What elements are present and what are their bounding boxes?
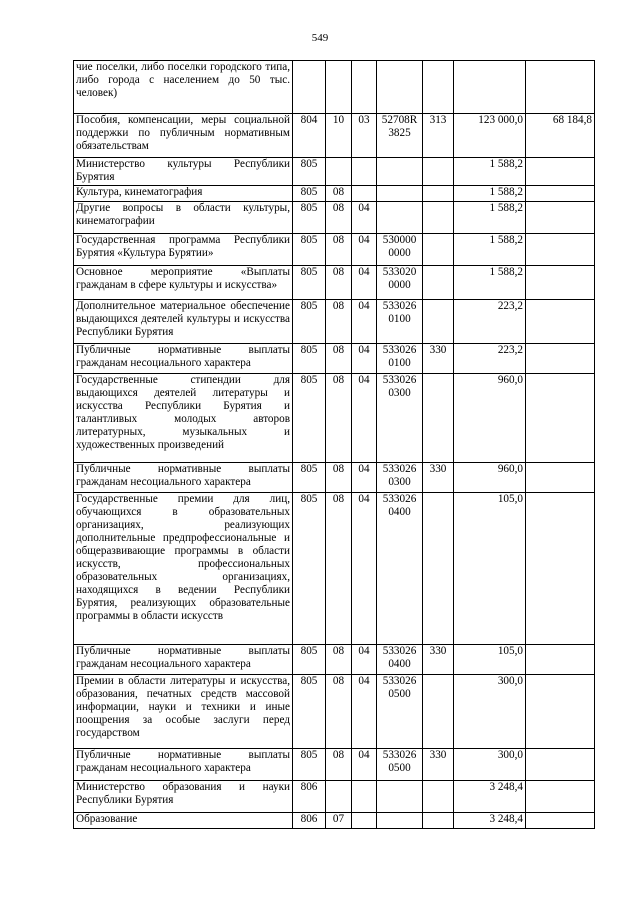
cell-ministry-code: 806 bbox=[293, 813, 326, 829]
cell-ministry-code: 805 bbox=[293, 300, 326, 344]
cell-subsection-code: 04 bbox=[352, 300, 377, 344]
cell-name: Государственная программа Республики Бурятия «Культура Бурятии» bbox=[74, 234, 293, 266]
cell-sum-1: 1 588,2 bbox=[454, 234, 526, 266]
cell-target-article: 52708R 3825 bbox=[377, 114, 423, 158]
cell-expense-type bbox=[423, 186, 454, 202]
cell-sum-1: 123 000,0 bbox=[454, 114, 526, 158]
cell-expense-type: 313 bbox=[423, 114, 454, 158]
cell-sum-2 bbox=[526, 675, 595, 749]
cell-expense-type bbox=[423, 813, 454, 829]
cell-name: Премии в области литературы и искусства, образования, печатных средств массовой информации, науки и техники и иные поощрения за особые заслуги перед государством bbox=[74, 675, 293, 749]
cell-sum-2 bbox=[526, 158, 595, 186]
cell-name: Государственные стипендии для выдающихся деятелей литературы и искусства Республики Бурятия и талантливых молодых авторов литературных, музыкальных и художественных произведений bbox=[74, 374, 293, 463]
cell-sum-2 bbox=[526, 781, 595, 813]
cell-name: Министерство образования и науки Республики Бурятия bbox=[74, 781, 293, 813]
cell-expense-type bbox=[423, 234, 454, 266]
cell-section-code bbox=[326, 158, 352, 186]
cell-sum-1: 960,0 bbox=[454, 463, 526, 493]
table-row bbox=[74, 813, 595, 829]
table-row bbox=[74, 234, 595, 266]
cell-ministry-code: 806 bbox=[293, 781, 326, 813]
cell-sum-2 bbox=[526, 266, 595, 300]
cell-subsection-code: 04 bbox=[352, 749, 377, 781]
table-row bbox=[74, 158, 595, 186]
cell-section-code: 08 bbox=[326, 186, 352, 202]
table-row bbox=[74, 463, 595, 493]
cell-ministry-code: 805 bbox=[293, 675, 326, 749]
cell-subsection-code: 04 bbox=[352, 234, 377, 266]
cell-subsection-code: 04 bbox=[352, 493, 377, 645]
cell-ministry-code: 805 bbox=[293, 463, 326, 493]
cell-section-code: 08 bbox=[326, 234, 352, 266]
cell-sum-1: 105,0 bbox=[454, 645, 526, 675]
page-number: 549 bbox=[311, 32, 329, 44]
budget-table bbox=[73, 60, 595, 829]
table-row bbox=[74, 186, 595, 202]
cell-sum-1: 3 248,4 bbox=[454, 813, 526, 829]
cell-expense-type bbox=[423, 781, 454, 813]
cell-target-article: 533026 0300 bbox=[377, 374, 423, 463]
cell-sum-2 bbox=[526, 645, 595, 675]
cell-sum-2 bbox=[526, 300, 595, 344]
cell-ministry-code: 805 bbox=[293, 493, 326, 645]
cell-ministry-code: 805 bbox=[293, 374, 326, 463]
cell-sum-1: 300,0 bbox=[454, 675, 526, 749]
cell-subsection-code bbox=[352, 186, 377, 202]
cell-target-article bbox=[377, 813, 423, 829]
cell-sum-2 bbox=[526, 493, 595, 645]
cell-sum-2 bbox=[526, 344, 595, 374]
cell-expense-type bbox=[423, 158, 454, 186]
cell-name: чие поселки, либо поселки городского типа, либо города с населением до 50 тыс. человек) bbox=[74, 61, 293, 114]
cell-ministry-code: 805 bbox=[293, 158, 326, 186]
cell-target-article bbox=[377, 61, 423, 114]
cell-name: Публичные нормативные выплаты гражданам несоциального характера bbox=[74, 645, 293, 675]
cell-subsection-code: 03 bbox=[352, 114, 377, 158]
cell-ministry-code: 805 bbox=[293, 344, 326, 374]
cell-expense-type: 330 bbox=[423, 463, 454, 493]
table-row bbox=[74, 781, 595, 813]
cell-section-code: 08 bbox=[326, 675, 352, 749]
cell-expense-type bbox=[423, 493, 454, 645]
cell-expense-type bbox=[423, 300, 454, 344]
cell-subsection-code bbox=[352, 61, 377, 114]
cell-subsection-code: 04 bbox=[352, 463, 377, 493]
cell-target-article bbox=[377, 202, 423, 234]
cell-ministry-code bbox=[293, 61, 326, 114]
cell-ministry-code: 805 bbox=[293, 749, 326, 781]
budget-table-body bbox=[74, 61, 595, 829]
cell-sum-1: 960,0 bbox=[454, 374, 526, 463]
cell-sum-1: 223,2 bbox=[454, 344, 526, 374]
cell-expense-type: 330 bbox=[423, 645, 454, 675]
cell-target-article: 533026 0100 bbox=[377, 300, 423, 344]
cell-subsection-code: 04 bbox=[352, 675, 377, 749]
cell-name: Публичные нормативные выплаты гражданам несоциального характера bbox=[74, 749, 293, 781]
cell-expense-type bbox=[423, 61, 454, 114]
cell-ministry-code: 805 bbox=[293, 186, 326, 202]
cell-sum-1: 1 588,2 bbox=[454, 266, 526, 300]
cell-sum-1: 223,2 bbox=[454, 300, 526, 344]
cell-sum-2 bbox=[526, 234, 595, 266]
cell-section-code: 08 bbox=[326, 493, 352, 645]
table-row bbox=[74, 749, 595, 781]
table-row bbox=[74, 645, 595, 675]
cell-expense-type bbox=[423, 202, 454, 234]
table-row bbox=[74, 675, 595, 749]
cell-name: Образование bbox=[74, 813, 293, 829]
cell-expense-type bbox=[423, 266, 454, 300]
cell-sum-1 bbox=[454, 61, 526, 114]
table-row bbox=[74, 61, 595, 114]
cell-sum-2 bbox=[526, 463, 595, 493]
cell-sum-1: 1 588,2 bbox=[454, 202, 526, 234]
cell-target-article: 533026 0400 bbox=[377, 645, 423, 675]
cell-section-code: 08 bbox=[326, 463, 352, 493]
cell-section-code bbox=[326, 61, 352, 114]
cell-section-code: 07 bbox=[326, 813, 352, 829]
cell-subsection-code bbox=[352, 158, 377, 186]
cell-sum-1: 300,0 bbox=[454, 749, 526, 781]
cell-ministry-code: 804 bbox=[293, 114, 326, 158]
cell-sum-2 bbox=[526, 374, 595, 463]
cell-sum-2 bbox=[526, 61, 595, 114]
cell-subsection-code bbox=[352, 781, 377, 813]
cell-name: Дополнительное материальное обеспечение выдающихся деятелей культуры и искусства Республики Бурятия bbox=[74, 300, 293, 344]
cell-sum-1: 3 248,4 bbox=[454, 781, 526, 813]
cell-section-code: 10 bbox=[326, 114, 352, 158]
table-row bbox=[74, 114, 595, 158]
cell-sum-1: 1 588,2 bbox=[454, 186, 526, 202]
cell-name: Публичные нормативные выплаты гражданам несоциального характера bbox=[74, 344, 293, 374]
cell-subsection-code: 04 bbox=[352, 266, 377, 300]
cell-target-article bbox=[377, 781, 423, 813]
cell-subsection-code: 04 bbox=[352, 202, 377, 234]
cell-ministry-code: 805 bbox=[293, 645, 326, 675]
cell-sum-2 bbox=[526, 749, 595, 781]
cell-subsection-code: 04 bbox=[352, 374, 377, 463]
table-row bbox=[74, 266, 595, 300]
cell-section-code: 08 bbox=[326, 374, 352, 463]
table-row bbox=[74, 493, 595, 645]
cell-sum-2 bbox=[526, 186, 595, 202]
cell-expense-type: 330 bbox=[423, 344, 454, 374]
cell-subsection-code bbox=[352, 813, 377, 829]
cell-target-article: 530000 0000 bbox=[377, 234, 423, 266]
table-row bbox=[74, 300, 595, 344]
cell-target-article bbox=[377, 186, 423, 202]
cell-name: Культура, кинематография bbox=[74, 186, 293, 202]
table-row bbox=[74, 202, 595, 234]
cell-section-code: 08 bbox=[326, 645, 352, 675]
cell-section-code: 08 bbox=[326, 749, 352, 781]
cell-sum-1: 105,0 bbox=[454, 493, 526, 645]
cell-ministry-code: 805 bbox=[293, 202, 326, 234]
cell-target-article: 533020 0000 bbox=[377, 266, 423, 300]
cell-name: Публичные нормативные выплаты гражданам несоциального характера bbox=[74, 463, 293, 493]
cell-sum-2 bbox=[526, 813, 595, 829]
cell-sum-1: 1 588,2 bbox=[454, 158, 526, 186]
cell-target-article: 533026 0500 bbox=[377, 675, 423, 749]
cell-target-article: 533026 0400 bbox=[377, 493, 423, 645]
cell-name: Министерство культуры Республики Бурятия bbox=[74, 158, 293, 186]
cell-target-article: 533026 0100 bbox=[377, 344, 423, 374]
cell-name: Другие вопросы в области культуры, кинематографии bbox=[74, 202, 293, 234]
cell-expense-type bbox=[423, 675, 454, 749]
cell-section-code: 08 bbox=[326, 344, 352, 374]
cell-subsection-code: 04 bbox=[352, 645, 377, 675]
cell-section-code: 08 bbox=[326, 266, 352, 300]
table-row bbox=[74, 344, 595, 374]
cell-subsection-code: 04 bbox=[352, 344, 377, 374]
cell-sum-2: 68 184,8 bbox=[526, 114, 595, 158]
cell-section-code bbox=[326, 781, 352, 813]
table-row bbox=[74, 374, 595, 463]
cell-name: Основное мероприятие «Выплаты гражданам в сфере культуры и искусства» bbox=[74, 266, 293, 300]
cell-target-article: 533026 0500 bbox=[377, 749, 423, 781]
cell-target-article: 533026 0300 bbox=[377, 463, 423, 493]
cell-section-code: 08 bbox=[326, 202, 352, 234]
cell-ministry-code: 805 bbox=[293, 234, 326, 266]
cell-name: Пособия, компенсации, меры социальной поддержки по публичным нормативным обязательствам bbox=[74, 114, 293, 158]
cell-target-article bbox=[377, 158, 423, 186]
cell-sum-2 bbox=[526, 202, 595, 234]
cell-expense-type bbox=[423, 374, 454, 463]
cell-name: Государственные премии для лиц, обучающихся в образовательных организациях, реализующих дополнительные предпрофессиональные и общеразвивающие программы в области искусств, профессиональных образовательных организациях, находящихся в ведении Республики Бурятия, реализующих образовательные программы в области искусств bbox=[74, 493, 293, 645]
cell-section-code: 08 bbox=[326, 300, 352, 344]
cell-ministry-code: 805 bbox=[293, 266, 326, 300]
cell-expense-type: 330 bbox=[423, 749, 454, 781]
